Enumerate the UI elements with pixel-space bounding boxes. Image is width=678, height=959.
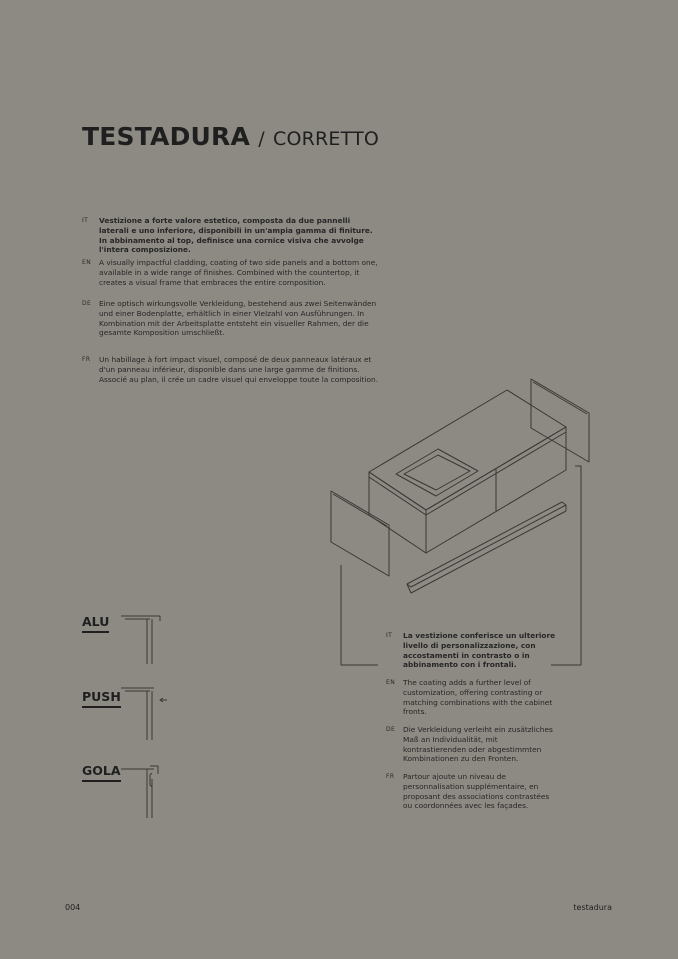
variant-label-alu: ALU (82, 615, 109, 633)
lang-code: FR (386, 773, 395, 780)
footer-brand: testadura (573, 903, 612, 912)
description-text: Vestizione a forte valore estetico, composta da due pannelli laterali e uno inferiore, disponibili in un'ampia gamma di finiture. In abbinamento al top, definisce una cornice visiva che avvolge l'intera composizione. (99, 216, 373, 255)
variant-label-gola: GOLA (82, 764, 121, 782)
title-separator: / (258, 128, 265, 150)
gola-profile (121, 766, 158, 818)
lang-code: IT (82, 217, 89, 224)
title-subtitle: CORRETTO (272, 128, 380, 150)
note-text: Die Verkleidung verleiht ein zusätzliches Maß an Individualität, mit kontrastierenden oder abgestimmten Kombinationen zu den Fronten. (403, 725, 553, 764)
bottom-plate (407, 502, 566, 593)
lang-code: FR (82, 356, 91, 363)
description-text: Un habillage à fort impact visuel, composé de deux panneaux latéraux et d'un panneau inférieur, disponible dans une large gamme de finitions. Associé au plan, il crée un cadre visuel qui enveloppe toute la composition. (99, 355, 379, 384)
note-it (386, 631, 556, 670)
lang-code: EN (386, 679, 396, 686)
push-profile (121, 688, 167, 740)
note-fr (386, 772, 556, 811)
lang-code: DE (386, 726, 396, 733)
description-text: Eine optisch wirkungsvolle Verkleidung, bestehend aus zwei Seitenwänden und einer Bodenplatte, erhältlich in einer Vielzahl von Ausführungen. In Kombination mit der Arbeitsplatte entsteht ein visueller Rahmen, der die gesamte Komposition umschließt. (99, 299, 377, 338)
title-main: TESTADURA (82, 122, 251, 151)
note-text: Partour ajoute un niveau de personnalisation supplémentaire, en proposant des associations contrastées ou coordonnées avec les façades. (403, 772, 550, 811)
cabinet-illustration (369, 390, 566, 553)
lang-code: IT (386, 632, 393, 639)
alu-profile (121, 616, 160, 664)
side-panel-left (331, 491, 389, 576)
note-text: La vestizione conferisce un ulteriore livello di personalizzazione, con accostamenti in contrasto o in abbinamento con i frontali. (403, 631, 556, 670)
note-text: The coating adds a further level of customization, offering contrasting or matching combinations with the cabinet fronts. (403, 678, 553, 717)
side-panel-right (531, 379, 589, 462)
description-text: A visually impactful cladding, coating of two side panels and a bottom one, available in a wide range of finishes. Combined with the countertop, it creates a visual frame that embraces the entire composition. (99, 258, 378, 287)
lang-code: DE (82, 300, 92, 307)
note-de (386, 725, 556, 764)
leader-line-left (341, 565, 378, 665)
page-number: 004 (65, 903, 81, 912)
note-en (386, 678, 556, 717)
variant-label-push: PUSH (82, 690, 121, 708)
lang-code: EN (82, 259, 92, 266)
